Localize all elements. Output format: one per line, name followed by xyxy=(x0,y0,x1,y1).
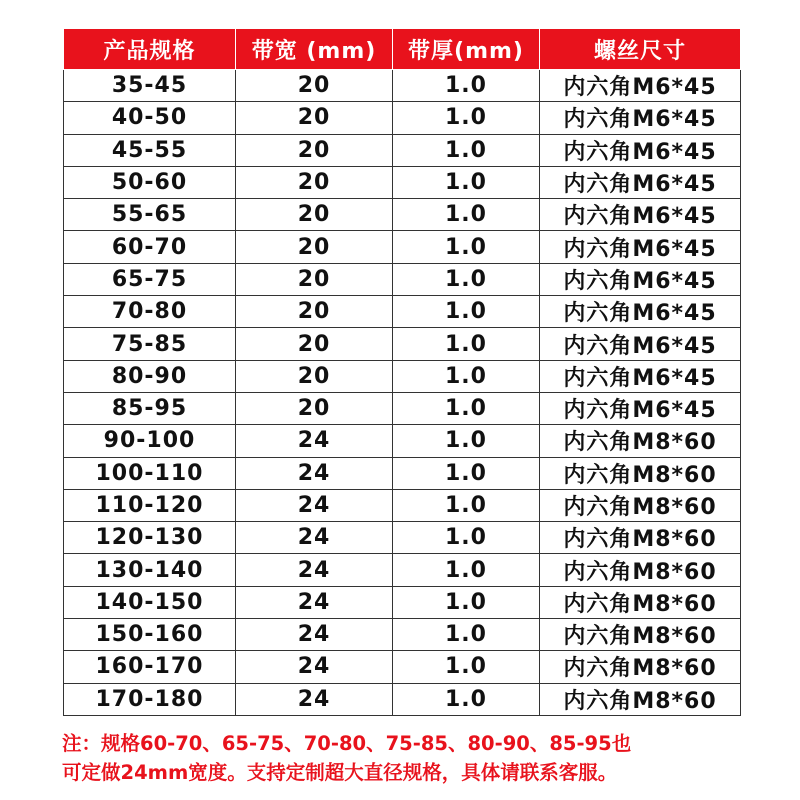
table-row xyxy=(64,586,741,618)
cell-width: 20 xyxy=(236,102,393,134)
cell-screw-size: 内六角M6*45 xyxy=(540,102,741,134)
cell-screw-size: 内六角M6*45 xyxy=(540,199,741,231)
cell-width: 20 xyxy=(236,296,393,328)
cell-thickness: 1.0 xyxy=(393,489,540,521)
cell-screw-size: 内六角M8*60 xyxy=(540,586,741,618)
cell-spec: 85-95 xyxy=(64,392,236,424)
cell-spec: 130-140 xyxy=(64,554,236,586)
cell-spec: 80-90 xyxy=(64,360,236,392)
cell-width: 20 xyxy=(236,328,393,360)
cell-screw-size: 内六角M6*45 xyxy=(540,166,741,198)
cell-spec: 35-45 xyxy=(64,70,236,102)
cell-spec: 75-85 xyxy=(64,328,236,360)
table-row xyxy=(64,457,741,489)
cell-spec: 55-65 xyxy=(64,199,236,231)
table-row xyxy=(64,360,741,392)
cell-screw-size: 内六角M6*45 xyxy=(540,296,741,328)
cell-thickness: 1.0 xyxy=(393,360,540,392)
footnote-line-2: 可定做24mm宽度。支持定制超大直径规格，具体请联系客服。 xyxy=(62,761,618,784)
cell-width: 24 xyxy=(236,683,393,715)
table-row xyxy=(64,522,741,554)
table-row xyxy=(64,263,741,295)
table-row xyxy=(64,619,741,651)
cell-spec: 160-170 xyxy=(64,651,236,683)
cell-thickness: 1.0 xyxy=(393,102,540,134)
cell-screw-size: 内六角M6*45 xyxy=(540,328,741,360)
cell-screw-size: 内六角M8*60 xyxy=(540,425,741,457)
cell-screw-size: 内六角M8*60 xyxy=(540,522,741,554)
cell-screw-size: 内六角M6*45 xyxy=(540,134,741,166)
cell-screw-size: 内六角M6*45 xyxy=(540,70,741,102)
cell-width: 24 xyxy=(236,425,393,457)
cell-spec: 120-130 xyxy=(64,522,236,554)
cell-width: 20 xyxy=(236,392,393,424)
cell-thickness: 1.0 xyxy=(393,425,540,457)
table-row xyxy=(64,134,741,166)
footnote xyxy=(62,729,762,787)
header-screw-size: 螺丝尺寸 xyxy=(540,29,741,70)
header-spec: 产品规格 xyxy=(64,29,236,70)
cell-thickness: 1.0 xyxy=(393,683,540,715)
cell-width: 24 xyxy=(236,457,393,489)
cell-width: 20 xyxy=(236,166,393,198)
cell-thickness: 1.0 xyxy=(393,70,540,102)
footnote-line-1: 注：规格60-70、65-75、70-80、75-85、80-90、85-95也 xyxy=(62,732,632,755)
cell-width: 24 xyxy=(236,522,393,554)
cell-thickness: 1.0 xyxy=(393,231,540,263)
table-row xyxy=(64,651,741,683)
cell-spec: 45-55 xyxy=(64,134,236,166)
cell-spec: 100-110 xyxy=(64,457,236,489)
cell-screw-size: 内六角M6*45 xyxy=(540,231,741,263)
cell-width: 20 xyxy=(236,199,393,231)
cell-screw-size: 内六角M8*60 xyxy=(540,457,741,489)
cell-spec: 170-180 xyxy=(64,683,236,715)
cell-thickness: 1.0 xyxy=(393,166,540,198)
cell-spec: 60-70 xyxy=(64,231,236,263)
cell-thickness: 1.0 xyxy=(393,134,540,166)
cell-thickness: 1.0 xyxy=(393,554,540,586)
cell-width: 24 xyxy=(236,586,393,618)
cell-width: 24 xyxy=(236,651,393,683)
cell-width: 20 xyxy=(236,360,393,392)
cell-screw-size: 内六角M6*45 xyxy=(540,392,741,424)
cell-thickness: 1.0 xyxy=(393,392,540,424)
table-row xyxy=(64,425,741,457)
cell-thickness: 1.0 xyxy=(393,651,540,683)
table-body xyxy=(64,70,741,716)
cell-spec: 110-120 xyxy=(64,489,236,521)
cell-width: 20 xyxy=(236,263,393,295)
table-row xyxy=(64,166,741,198)
cell-spec: 90-100 xyxy=(64,425,236,457)
cell-screw-size: 内六角M8*60 xyxy=(540,489,741,521)
cell-width: 24 xyxy=(236,619,393,651)
cell-width: 20 xyxy=(236,231,393,263)
header-width: 带宽 (mm) xyxy=(236,29,393,70)
table-row xyxy=(64,554,741,586)
cell-screw-size: 内六角M6*45 xyxy=(540,360,741,392)
cell-spec: 50-60 xyxy=(64,166,236,198)
table-row xyxy=(64,199,741,231)
table-row xyxy=(64,102,741,134)
cell-screw-size: 内六角M8*60 xyxy=(540,683,741,715)
cell-thickness: 1.0 xyxy=(393,586,540,618)
cell-thickness: 1.0 xyxy=(393,328,540,360)
cell-screw-size: 内六角M8*60 xyxy=(540,619,741,651)
cell-thickness: 1.0 xyxy=(393,457,540,489)
cell-spec: 40-50 xyxy=(64,102,236,134)
cell-thickness: 1.0 xyxy=(393,522,540,554)
table-row xyxy=(64,489,741,521)
cell-screw-size: 内六角M6*45 xyxy=(540,263,741,295)
cell-thickness: 1.0 xyxy=(393,619,540,651)
table-row xyxy=(64,328,741,360)
table-row xyxy=(64,683,741,715)
cell-width: 24 xyxy=(236,489,393,521)
spec-table xyxy=(63,28,741,716)
table-row xyxy=(64,231,741,263)
table-row xyxy=(64,296,741,328)
cell-spec: 140-150 xyxy=(64,586,236,618)
cell-width: 20 xyxy=(236,70,393,102)
cell-spec: 150-160 xyxy=(64,619,236,651)
cell-screw-size: 内六角M8*60 xyxy=(540,554,741,586)
cell-width: 20 xyxy=(236,134,393,166)
table-row xyxy=(64,392,741,424)
cell-spec: 70-80 xyxy=(64,296,236,328)
header-thickness: 带厚(mm) xyxy=(393,29,540,70)
table-header-row xyxy=(64,29,741,70)
table-row xyxy=(64,70,741,102)
cell-thickness: 1.0 xyxy=(393,296,540,328)
cell-thickness: 1.0 xyxy=(393,263,540,295)
cell-width: 24 xyxy=(236,554,393,586)
cell-screw-size: 内六角M8*60 xyxy=(540,651,741,683)
cell-spec: 65-75 xyxy=(64,263,236,295)
cell-thickness: 1.0 xyxy=(393,199,540,231)
